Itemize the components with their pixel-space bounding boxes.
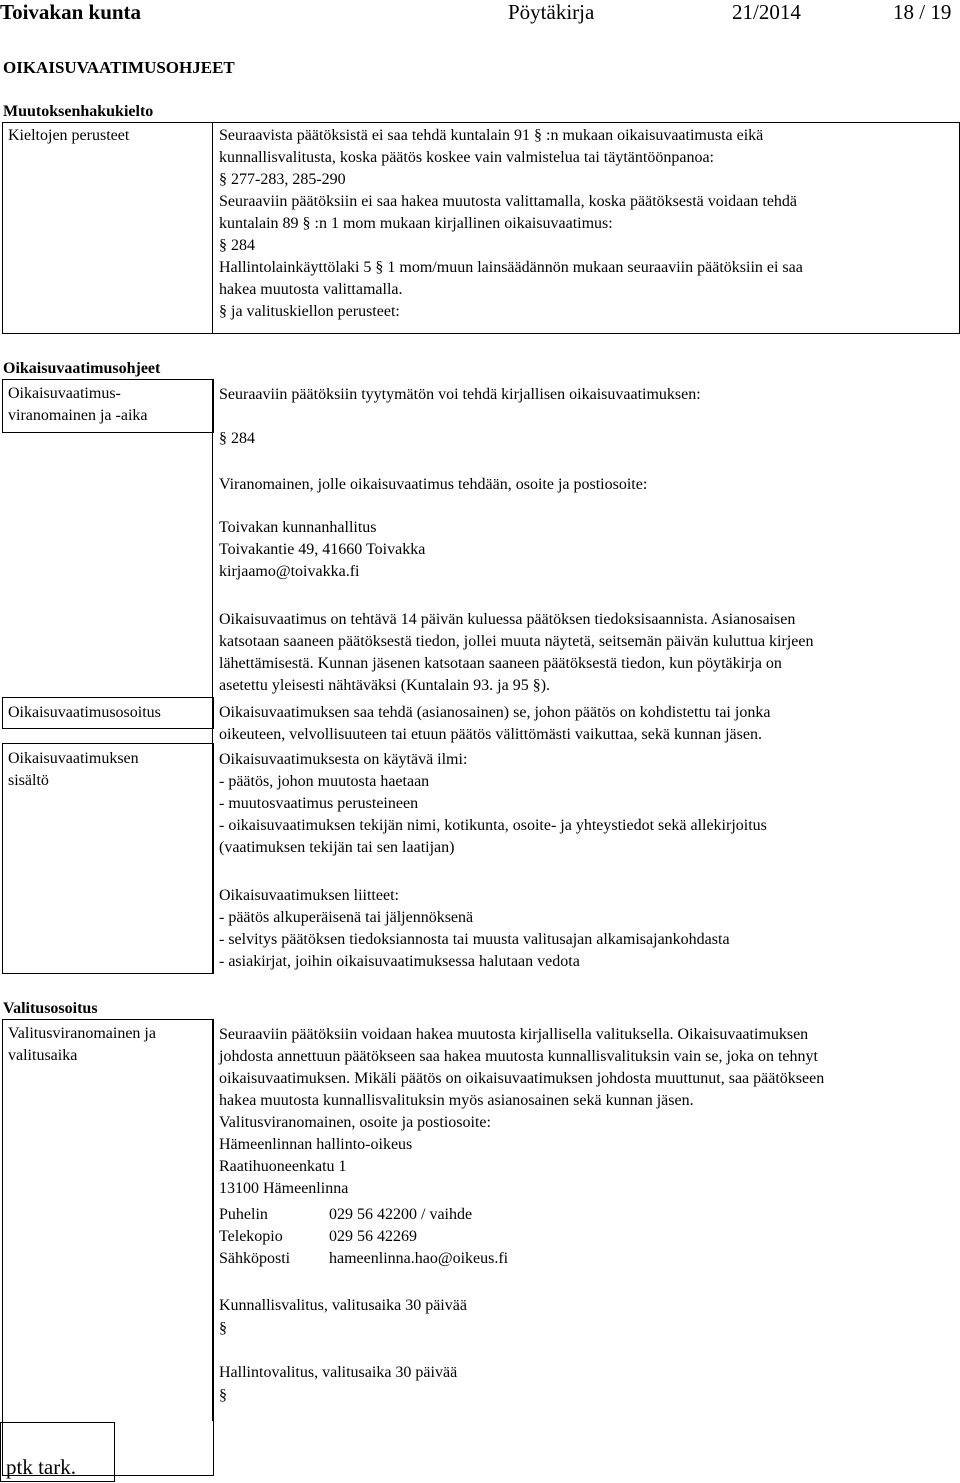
contact-list bbox=[219, 1204, 508, 1270]
text-line: asetettu yleisesti nähtäväksi (Kuntalain 93. ja 95 §). bbox=[219, 677, 551, 694]
attachments bbox=[219, 885, 730, 973]
address-line: Toivakantie 49, 41660 Toivakka bbox=[219, 541, 426, 558]
time-limit-text bbox=[219, 609, 813, 697]
address-label: Oikaisuvaatimusosoitus bbox=[8, 704, 161, 721]
municipal-appeal: Kunnallisvalitus, valitusaika 30 päivää bbox=[219, 1297, 467, 1314]
text-line: kuntalain 89 § :n 1 mom mukaan kirjallinen oikaisuvaatimus: bbox=[219, 215, 613, 232]
text-line: Oikaisuvaatimuksen liitteet: bbox=[219, 887, 399, 904]
text-line: Seuraaviin päätöksiin ei saa hakea muutosta valittamalla, koska päätöksestä voidaan tehdä bbox=[219, 193, 798, 210]
text-line: katsotaan saaneen päätöksestä tiedon, jollei muuta näytetä, seitsemän päivän kuluttua kirjeen bbox=[219, 633, 814, 650]
text-line: oikaisuvaatimuksen. Mikäli päätös on oikaisuvaatimuksen johdosta muuttunut, saa päätökseen bbox=[219, 1070, 825, 1087]
section-ref: § 284 bbox=[219, 430, 255, 447]
text-line: Hallintolainkäyttölaki 5 § 1 mom/muun lainsäädännön mukaan seuraaviin päätöksiin ei saa bbox=[219, 259, 803, 276]
text-line: oikeuteen, velvollisuuteen tai etuun päätös välittömästi vaikuttaa, sekä kunnan jäsen. bbox=[219, 726, 762, 743]
email-link[interactable]: kirjaamo@toivakka.fi bbox=[219, 563, 360, 580]
text-line: - oikaisuvaatimuksen tekijän nimi, kotikunta, osoite- ja yhteystiedot sekä allekirjoitus bbox=[219, 817, 767, 834]
text-line: - muutosvaatimus perusteineen bbox=[219, 795, 419, 812]
text-line: 13100 Hämeenlinna bbox=[219, 1180, 349, 1197]
text-line: - selvitys päätöksen tiedoksiannosta tai muusta valitusajan alkamisajankohdasta bbox=[219, 931, 730, 948]
main-title: OIKAISUVAATIMUSOHJEET bbox=[3, 58, 235, 77]
page-number: 18 / 19 bbox=[893, 0, 952, 24]
text-line: (vaatimuksen tekijän tai sen laatijan) bbox=[219, 839, 455, 856]
section1-heading: Muutoksenhakukielto bbox=[3, 103, 154, 120]
section1-divider bbox=[212, 122, 213, 333]
document-number: 21/2014 bbox=[732, 0, 801, 24]
text-line: hakea muutosta valittamalla. bbox=[219, 281, 403, 298]
text-line: § 277-283, 285-290 bbox=[219, 171, 346, 188]
appeal-label-box bbox=[2, 1019, 214, 1476]
text-line: - päätös, johon muutosta haetaan bbox=[219, 773, 430, 790]
text-line: Seuraaviin päätöksiin voidaan hakea muutosta kirjallisella valituksella. Oikaisuvaatimuksen bbox=[219, 1026, 809, 1043]
admin-appeal: Hallintovalitus, valitusaika 30 päivää bbox=[219, 1364, 458, 1381]
municipal-section: § bbox=[219, 1320, 227, 1337]
authority-label: Oikaisuvaatimus- viranomainen ja -aika bbox=[8, 385, 148, 424]
text-line: - päätös alkuperäisenä tai jäljennöksenä bbox=[219, 909, 474, 926]
section3-heading: Valitusosoitus bbox=[3, 1000, 98, 1017]
contact-row: Sähköposti hameenlinna.hao@oikeus.fi bbox=[219, 1250, 509, 1267]
section2-divider bbox=[212, 379, 213, 973]
admin-section: § bbox=[219, 1387, 227, 1404]
text-line: - asiakirjat, joihin oikaisuvaatimuksessa halutaan vedota bbox=[219, 953, 580, 970]
text-line: lähettämisestä. Kunnan jäsenen katsotaan saaneen päätöksestä tiedon, kun pöytäkirja on bbox=[219, 655, 782, 672]
intro-text: Seuraaviin päätöksiin tyytymätön voi tehdä kirjallisen oikaisuvaatimuksen: bbox=[219, 386, 701, 403]
text-line: Hämeenlinnan hallinto-oikeus bbox=[219, 1136, 413, 1153]
email-link[interactable]: hameenlinna.hao@oikeus.fi bbox=[329, 1250, 509, 1267]
address-line: Toivakan kunnanhallitus bbox=[219, 519, 377, 536]
content-label: Oikaisuvaatimuksen sisältö bbox=[8, 750, 139, 789]
text-line: kunnallisvalitusta, koska päätös koskee vain valmistelua tai täytäntöönpanoa: bbox=[219, 149, 714, 166]
text-line: Oikaisuvaatimus on tehtävä 14 päivän kuluessa päätöksen tiedoksisaannista. Asianosaisen bbox=[219, 611, 796, 628]
text-line: § ja valituskiellon perusteet: bbox=[219, 303, 400, 320]
text-line: Raatihuoneenkatu 1 bbox=[219, 1158, 347, 1175]
continued-label: ptk tark. bbox=[6, 1455, 76, 1479]
who-may-appeal bbox=[219, 702, 770, 746]
contact-row: Telekopio 029 56 42269 bbox=[219, 1228, 417, 1245]
text-line: Seuraavista päätöksistä ei saa tehdä kuntalain 91 § :n mukaan oikaisuvaatimusta eikä bbox=[219, 127, 764, 144]
text-line: Valitusviranomainen, osoite ja postiosoite: bbox=[219, 1114, 491, 1131]
appeal-text bbox=[219, 1024, 824, 1200]
section1-label: Kieltojen perusteet bbox=[8, 127, 130, 144]
authority-address bbox=[219, 517, 425, 583]
municipality-name: Toivakan kunta bbox=[0, 0, 142, 24]
text-line: Oikaisuvaatimuksen saa tehdä (asianosainen) se, johon päätös on kohdistettu tai jonka bbox=[219, 704, 771, 721]
document-type: Pöytäkirja bbox=[508, 0, 595, 24]
content-requirements bbox=[219, 749, 767, 859]
text-line: Oikaisuvaatimuksesta on käytävä ilmi: bbox=[219, 751, 468, 768]
text-line: § 284 bbox=[219, 237, 255, 254]
section3-divider bbox=[212, 1019, 213, 1421]
section1-text bbox=[219, 125, 803, 323]
contact-row: Puhelin 029 56 42200 / vaihde bbox=[219, 1206, 473, 1223]
appeal-label: Valitusviranomainen ja valitusaika bbox=[8, 1025, 156, 1064]
text-line: johdosta annettuun päätökseen saa hakea muutosta kunnallisvalituksin vain se, joka on tehnyt bbox=[219, 1048, 818, 1065]
section2-heading: Oikaisuvaatimusohjeet bbox=[3, 360, 161, 377]
authority-intro: Viranomainen, jolle oikaisuvaatimus tehdään, osoite ja postiosoite: bbox=[219, 476, 648, 493]
text-line: hakea muutosta kunnallisvalituksin myös asianosainen sekä kunnan jäsen. bbox=[219, 1092, 694, 1109]
